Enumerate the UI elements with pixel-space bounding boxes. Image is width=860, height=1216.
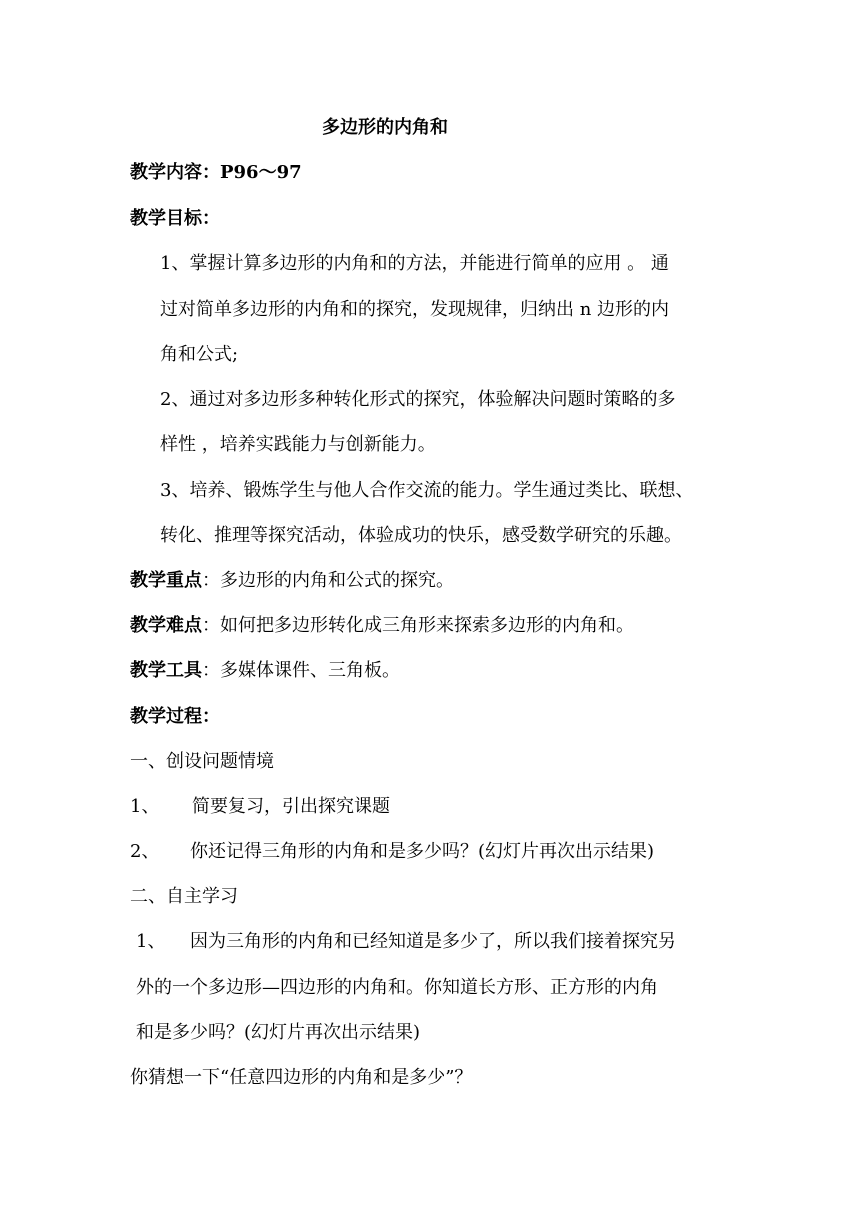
teaching-content-value: P96～97 [220,162,302,183]
step-text: 简要复习，引出探究课题 [192,796,390,817]
section-1-heading: 一、创设问题情境 [130,751,274,772]
key-point [130,569,454,593]
step-number: 1、 [136,931,166,952]
difficulty-value: ：如何把多边形转化成三角形来探索多边形的内角和。 [202,615,634,636]
section-1-step-2 [130,840,654,864]
difficulty [130,614,634,638]
step-text: 你还记得三角形的内角和是多少吗？(幻灯片再次出示结果) [190,841,655,862]
section-2-step-1-line-3: 和是多少吗？(幻灯片再次出示结果) [136,1022,421,1043]
teaching-content-label: 教学内容： [130,162,220,183]
tools-value: ：多媒体课件、三角板。 [202,660,400,681]
step-number: 2、 [130,841,160,862]
objective-2-line-1: 2、通过对多边形多种转化形式的探究，体验解决问题时策略的多 [160,389,676,410]
objectives-label: 教学目标： [130,208,220,229]
process-label: 教学过程： [130,706,220,727]
tools-label: 教学工具 [130,660,202,681]
page-title: 多边形的内角和 [322,117,448,138]
section-2-step-1-line-2: 外的一个多边形—四边形的内角和。你知道长方形、正方形的内角 [136,977,658,998]
objective-1-line-2: 过对简单多边形的内角和的探究，发现规律，归纳出 n 边形的内 [160,299,670,320]
key-point-value: ：多边形的内角和公式的探究。 [202,570,454,591]
tools [130,659,400,683]
teaching-content [130,161,302,185]
objective-2-line-2: 样性 ，培养实践能力与创新能力。 [160,434,436,455]
key-point-label: 教学重点 [130,570,202,591]
section-2-step-1-line-1 [136,930,676,954]
objective-3-line-2: 转化、推理等探究活动，体验成功的快乐，感受数学研究的乐趣。 [160,525,682,546]
objective-3-line-1: 3、培养、锻炼学生与他人合作交流的能力。学生通过类比、联想、 [160,480,694,501]
guess-question: 你猜想一下“任意四边形的内角和是多少”？ [130,1067,473,1088]
section-2-heading: 二、自主学习 [130,886,238,907]
objective-1-line-1: 1、掌握计算多边形的内角和的方法，并能进行简单的应用 。 通 [160,253,669,274]
objective-1-line-3: 角和公式; [160,344,239,365]
step-number: 1、 [130,796,160,817]
step-text: 因为三角形的内角和已经知道是多少了，所以我们接着探究另 [190,931,676,952]
difficulty-label: 教学难点 [130,615,202,636]
section-1-step-1 [130,795,390,819]
